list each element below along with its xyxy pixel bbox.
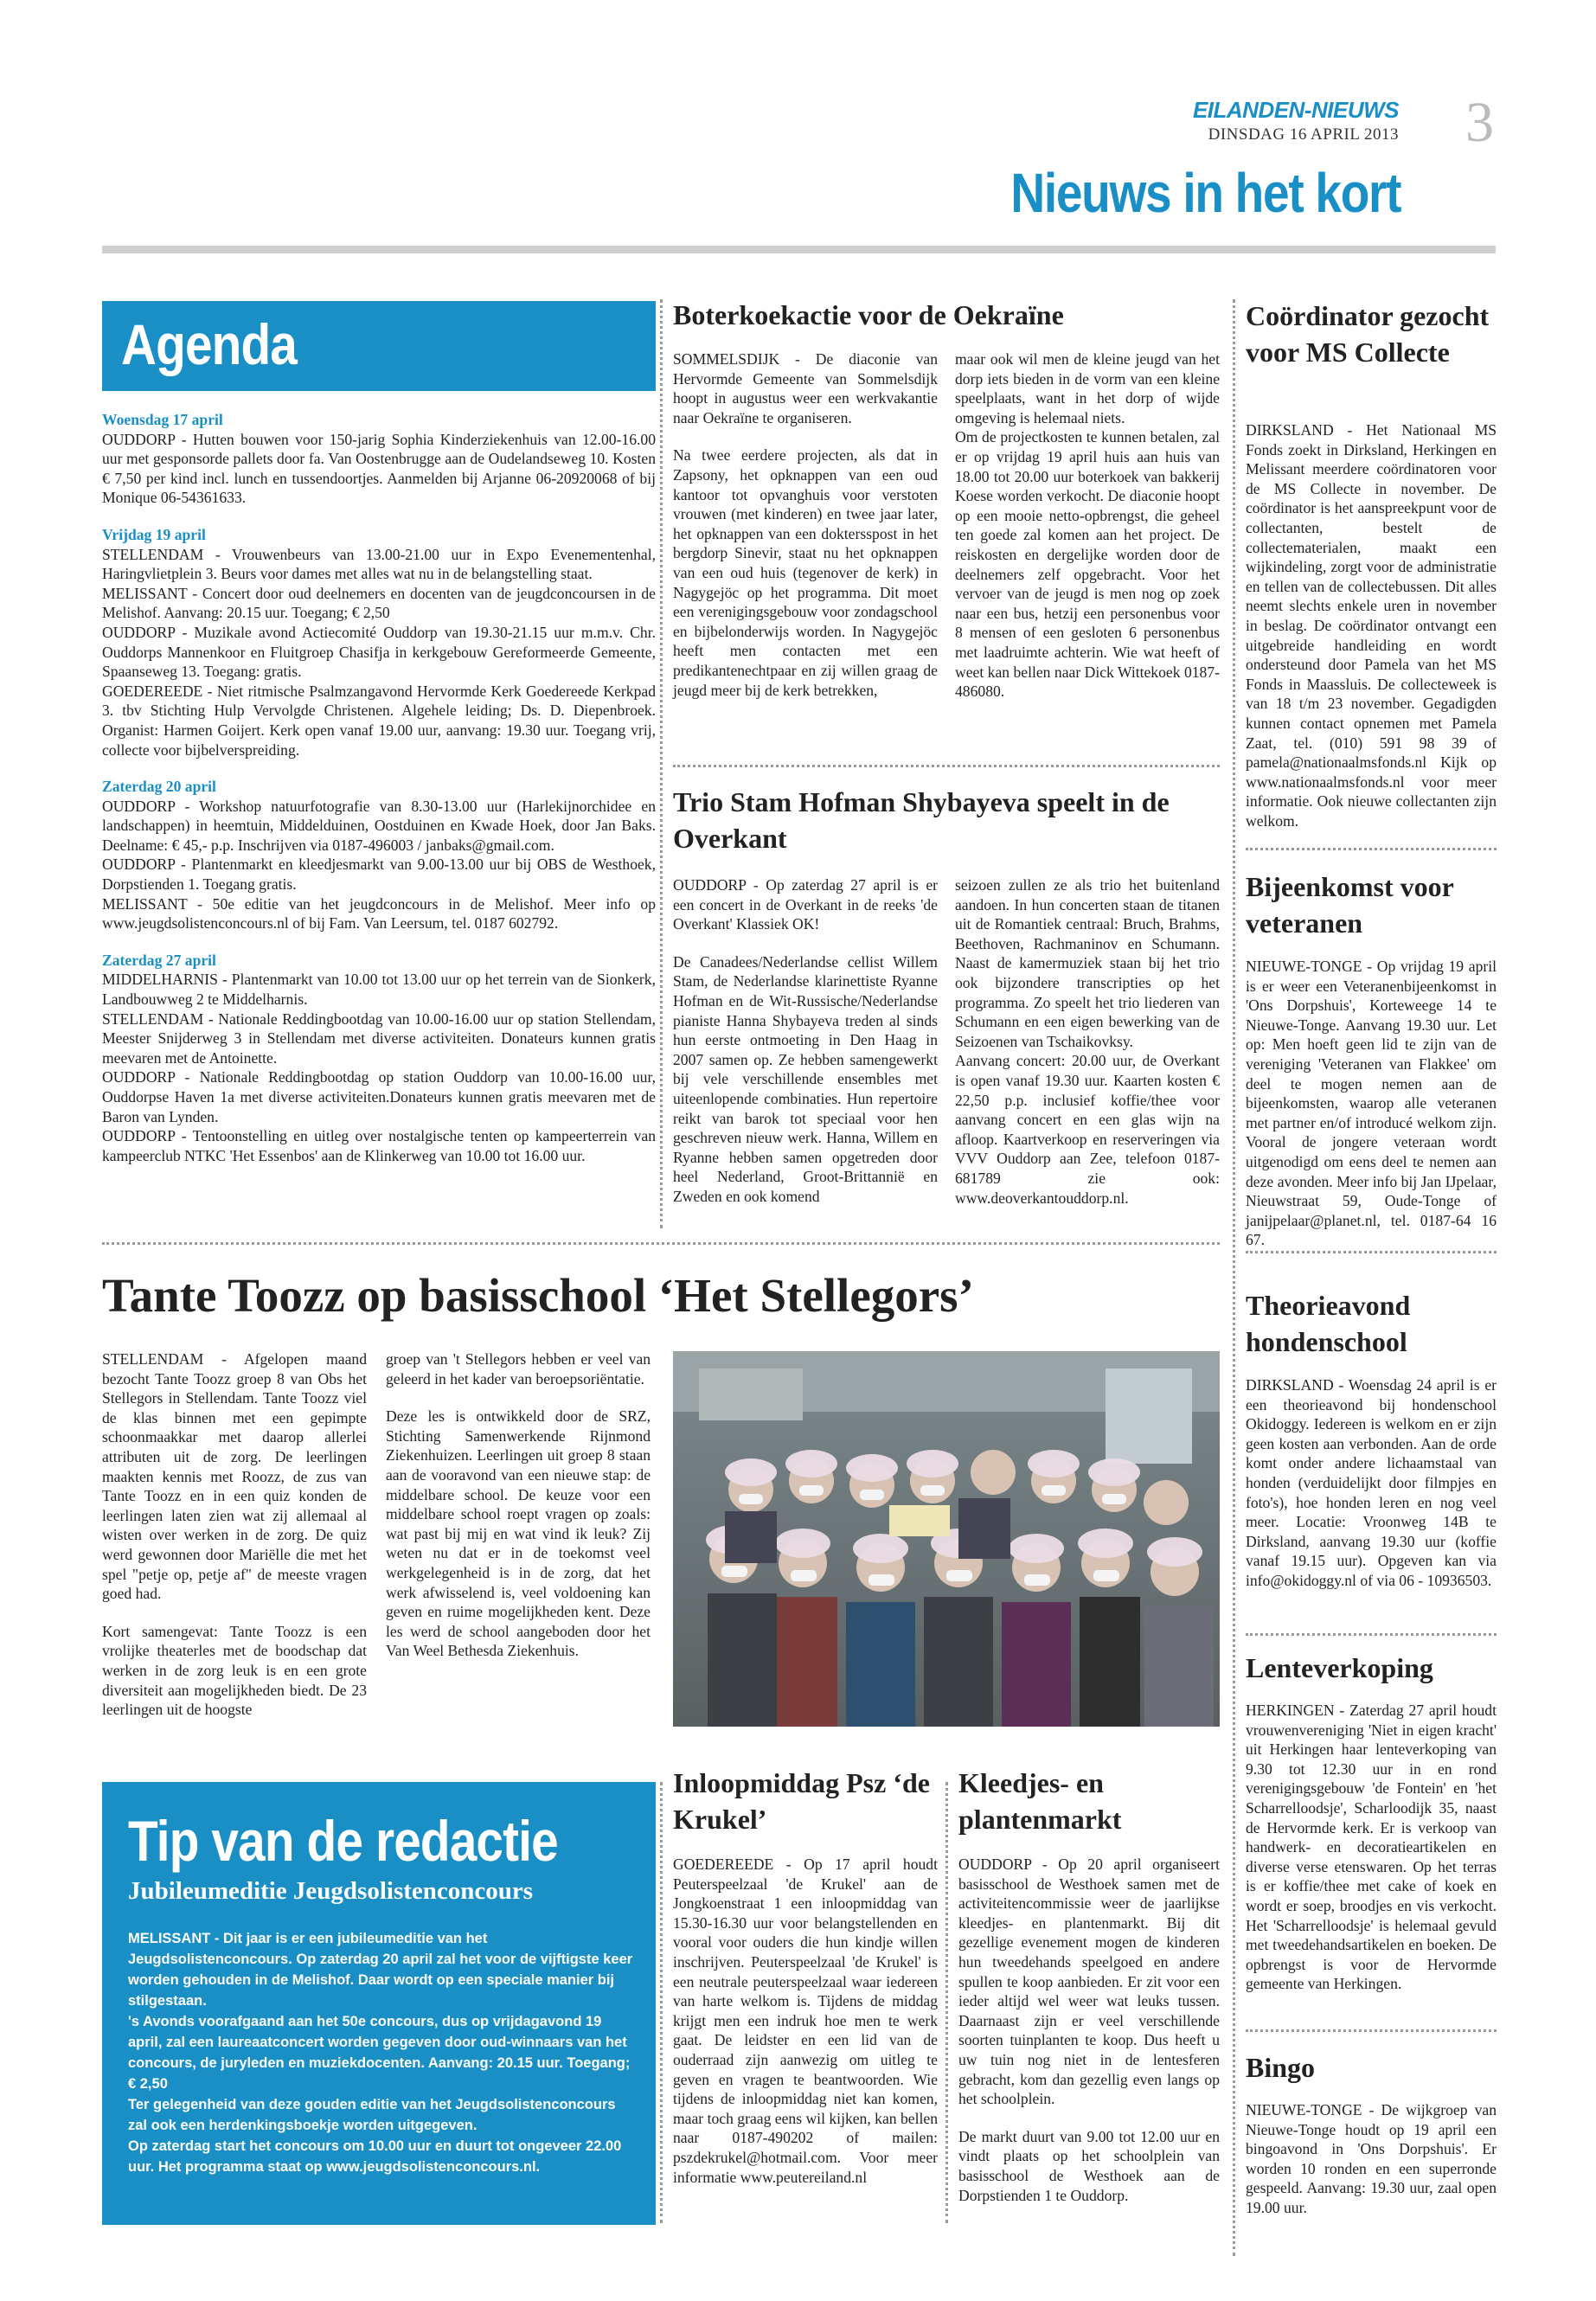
paragraph: Deze les is ontwikkeld door de SRZ, Stichting Samenwerkende Rijnmond Ziekenhuizen. Leerlingen uit groep 8 staan aan de vooravond van een nieuwe stap: de middelbare school. De keuze voor een middelbare school roept vragen op zoals: wat past bij mij en wat vind ik leuk? Zij weten nu dat er in de toekomst veel werkgelegenheid is in de zorg, dat het werk afwisselend is, veel voldoening kan geven en ruime mogelijkheden kent. Deze les werd de school aangeboden door het Van Weel Bethesda Ziekenhuis. [386,1407,651,1660]
article-theorie [1246,1375,1497,1609]
article-title-lente: Lenteverkoping [1246,1652,1433,1683]
column-divider [660,1782,663,2223]
article-inloop [673,1855,938,2205]
paragraph: OUDDORP - Op zaterdag 27 april is er een concert in de Overkant in de reeks 'de Overkant' Klassiek OK! [673,876,938,933]
article-lente [1246,1701,1497,2012]
tip-title: Tip van de redactie [128,1809,558,1873]
paragraph: DIRKSLAND - Het Nationaal MS Fonds zoekt in Dirksland, Herkingen en Melissant meerdere coördinatoren voor de MS Collecte in november. De coördinator is het aanspreekpunt voor de collectanten, bestelt de collectematerialen, maakt een wijkindeling, zorgt voor de administratie en tellen van de collectebussen. Dit alles neemt slechts enkele uren in november in beslag. De coördinator ontvangt een uitgebreide handleiding en wordt ondersteund door Pamela van het MS Fonds in Maassluis. De collecteweek is van 18 t/m 23 november. Gegadigden kunnen contact opnemen met Pamela Zaat, tel. (010) 591 98 39 of pamela@nationaalmsfonds.nl Kijk op www.nationaalmsfonds.nl voor meer informatie. Ook nieuwe collectanten zijn welkom. [1246,421,1497,830]
agenda-item: MIDDELHARNIS - Plantenmarkt van 10.00 tot 13.00 uur op het terrein van de Sionkerk, Landbouwweg 2 te Middelharnis. [102,971,656,1009]
paragraph: Om de projectkosten te kunnen betalen, zal er op vrijdag 19 april huis aan huis van 18.00 tot 20.00 uur boterkoek van bakkerij Koese worden verkocht. De diaconie hoopt op een mooie netto-opbrengst, die geheel ten goede zal komen aan het project. De reiskosten en dergelijke worden door de deelnemers zelf opgebracht. Voor het vervoer van de jeugd is men nog op zoek naar een bus, hetzij een personenbus voor 8 mensen of een gesloten 6 personenbus met laadruimte achterin. Wie wat heeft of weet kan bellen naar Dick Wittekoek 0187-486080. [955,428,1220,701]
article-title-tante-toozz: Tante Toozz op basisschool ‘Het Stellegors’ [102,1269,974,1322]
agenda-item: OUDDORP - Hutten bouwen voor 150-jarig Sophia Kinderziekenhuis van 12.00-16.00 uur met gesponsorde pallets door fa. Van Oostenbrugge aan de Oudelandseweg 10. Kosten € 7,50 per kind incl. lunch en tussendoortjes. Aanmelden bij Arjanne 06-20920068 of bij Monique 06-54361633. [102,430,656,507]
newspaper-logo: EILANDEN-NIEUWS [1192,97,1399,123]
paragraph: NIEUWE-TONGE - De wijkgroep van Nieuwe-Tonge houdt op 19 april een bingoavond in 'Ons Dorpshuis'. Er worden 10 ronden en een superronde gespeeld. Aanvang: 19.30 uur, zaal open 19.00 uur. [1246,2101,1497,2216]
page-number: 3 [1465,91,1494,154]
agenda-item: GOEDEREEDE - Niet ritmische Psalmzangavond Hervormde Kerk Goedereede Kerkpad 3. tbv Stichting Hulp Vervolgde Christenen. Algehele leiding; Ds. D. Diepenbroek. Organist: Harmen Goijert. Kerk open vanaf 19.00 uur, aanvang: 19.30 uur. Toegang vrij, collecte voor bijbelverspreiding. [102,682,656,759]
article-title-inloop: Inloopmiddag Psz ‘de Krukel’ [673,1767,930,1835]
class-photo [673,1351,1220,1727]
tip-body [128,1928,638,2177]
article-trio-col1 [673,875,938,1225]
issue-date: DINSDAG 16 APRIL 2013 [1208,125,1399,144]
article-divider [1246,2029,1497,2032]
article-boterkoek-col2 [955,349,1220,720]
paragraph: groep van 't Stellegors hebben er veel van geleerd in het kader van beroepsoriëntatie. [386,1350,651,1388]
paragraph: 's Avonds voorafgaand aan het 50e concours, dus op vrijdagavond 19 april, zal een laureaatconcert worden gegeven door oud-winnaars van het concours, de juryleden en muziekdocenten. Aanvang: 20.15 uur. Toegang; € 2,50 [128,2014,631,2092]
paragraph: STELLENDAM - Afgelopen maand bezocht Tante Toozz groep 8 van Obs het Stellegors in Stellendam. Tante Toozz viel de klas binnen met een gepimpte schoonmaakkar met daarop allerlei attributen uit de zorg. De leerlingen maakten kennis met Roozz, de zus van Tante Toozz en in een quiz konden de leerlingen laten zien wat zij allemaal al wisten over werken in de zorg. De quiz werd gewonnen door Mariëlle die met het spel "petje op, petje af" de meeste vragen goed had. [102,1350,367,1603]
article-title-kleedjes: Kleedjes- en plantenmarkt [958,1767,1122,1835]
article-title-boterkoek: Boterkoekactie voor de Oekraïne [673,299,1064,330]
article-divider [1246,848,1497,850]
article-title-theorie: Theorieavond hondenschool [1246,1290,1411,1357]
class-photo-image [673,1351,1220,1727]
agenda-day [102,525,656,760]
paragraph: Aanvang concert: 20.00 uur, de Overkant is open vanaf 19.30 uur. Kaarten kosten € 22,50 p.p. inclusief koffie/thee voor aanvang concert en een glas wijn na afloop. Kaartverkoop en reserveringen via VVV Ouddorp aan Zee, telefoon 0187-681789 zie ook: www.deoverkantouddorp.nl. [955,1052,1220,1207]
agenda-day-label: Woensdag 17 april [102,411,223,428]
paragraph: maar ook wil men de kleine jeugd van het dorp iets bieden in de vorm van een kleine speelplaats, want in het dorp of wijde omgeving is helemaal niets. [955,350,1220,426]
paragraph: NIEUWE-TONGE - Op vrijdag 19 april is er weer een Veteranenbijeenkomst in 'Ons Dorpshuis', Korteweege 14 te Nieuwe-Tonge. Aanvang 19.30 uur. Let op: Men hoeft geen lid te zijn van de vereniging 'Veteranen van Flakkee' om deel te mogen nemen aan de bijeenkomsten, waarop alle veteranen met partner en/of introducé welkom zijn. Vooral de jongere veteraan wordt uitgenodigd om eens deel te nemen aan deze avonden. Meer info bij Jan IJpelaar, Nieuwstraat 59, Oude-Tonge of janijpelaar@planet.nl, tel. 0187-64 16 67. [1246,958,1497,1249]
article-title-coordinator: Coördinator gezocht voor MS Collecte [1246,300,1490,368]
agenda-item: OUDDORP - Nationale Reddingbootdag op station Ouddorp van 10.00-16.00 uur, Ouddorpse Haven 1a met diverse activiteiten.Donateurs kunnen gratis meevaren met de Baron van Lynden. [102,1068,656,1125]
paragraph: OUDDORP - Op 20 april organiseert basisschool de Westhoek samen met de activiteitencommissie weer de jaarlijkse kleedjes- en plantenmarkt. Bij dit gezellige evenement mogen de kinderen hun tweedehands speelgoed en andere spullen te koop aanbieden. Er zit voor een ieder altijd wel weer wat leuks tussen. Daarnaast zijn er veel verschillende soorten tuinplanten te koop. Dus heeft u uw tuin nog niet in de lentesferen gebracht, kom dan gezellig even langs op het schoolplein. [958,1856,1220,2108]
paragraph: DIRKSLAND - Woensdag 24 april is er een theorieavond bij hondenschool Okidoggy. Iedereen is welkom en er zijn geen kosten aan verbonden. Aan de orde komt onder andere lichaamstaal van honden (verduidelijkt door filmpjes en foto's), hoe honden leren en nog veel meer. Locatie: Vroonweg 14B te Dirksland, aanvang 19.30 uur (koffie vanaf 19.15 uur). Opgeven kan via info@okidoggy.nl of via 06 - 10936503. [1246,1376,1497,1589]
agenda-item: OUDDORP - Tentoonstelling en uitleg over nostalgische tenten op kampeerterrein van kampeerclub NTKC 'Het Essenbos' aan de Klinkerweg van 10.00 tot 16.00 uur. [102,1127,656,1164]
agenda-item: MELISSANT - Concert door oud deelnemers en docenten van de jeugdconcoursen in de Melishof. Aanvang: 20.15 uur. Toegang; € 2,50 [102,584,656,622]
article-divider [673,765,1220,767]
paragraph: De markt duurt van 9.00 tot 12.00 uur en vindt plaats op het schoolplein van basisschool de Westhoek aan de Dorpstienden 1 te Ouddorp. [958,2127,1220,2204]
agenda-day [102,951,656,1166]
agenda-title: Agenda [121,312,297,376]
paragraph: GOEDEREEDE - Op 17 april houdt Peuterspeelzaal 'de Krukel' aan de Jongkoenstraat 1 een inloopmiddag van 15.30-16.30 uur voor belangstellenden en vooral voor ouders die hun kindje willen inschrijven. Peuterspeelzaal 'de Krukel' is een neutrale peuterspeelzaal waar iedereen van harte welkom is. Tijdens de middag krijgt men een indruk hoe men te werk gaat. De leidster en een lid van de ouderraad zijn aanwezig om uitleg te geven en vragen te beantwoorden. Wie tijdens de inloopmiddag niet kan komen, maar toch graag eens wil kijken, kan bellen naar 0187-490202 of mailen: pszdekrukel@hotmail.com. Voor meer informatie www.peutereiland.nl [673,1856,938,2186]
agenda-item: MELISSANT - 50e editie van het jeugdconcours in de Melishof. Meer info op www.jeugdsolistenconcours.nl of bij Fam. Van Leersum, tel. 0187 602792. [102,894,656,933]
paragraph: HERKINGEN - Zaterdag 27 april houdt vrouwenvereniging 'Niet in eigen kracht' uit Herkingen haar lenteverkoping van 9.30 tot 12.30 uur in en rond verenigingsgebouw 'de Fontein' en 'het Scharrelloodsje', Scharloodijk 35, naast de Hervormde kerk. Er is verkoop van handwerk- en decoratieartikelen en diverse verse etenswaren. Op het terras is er koffie/thee met cake of koek en wordt er soep, broodjes en vis verkocht. Het 'Scharrelloodsje' is helemaal gevuld met tweedehandsartikelen en boeken. De opbrengst is voor de Hervormde gemeente van Herkingen. [1246,1702,1497,1993]
agenda-day-label: Zaterdag 27 april [102,951,216,969]
paragraph: SOMMELSDIJK - De diaconie van Hervormde Gemeente van Sommelsdijk hoopt in augustus weer een werkvakantie naar Oekraïne te organiseren. [673,350,938,426]
article-kleedjes [958,1855,1220,2223]
article-title-trio: Trio Stam Hofman Shybayeva speelt in de Overkant [673,786,1170,854]
article-title-bingo: Bingo [1246,2052,1316,2083]
agenda-day-label: Zaterdag 20 april [102,778,216,796]
agenda-item: OUDDORP - Workshop natuurfotografie van 8.30-13.00 uur (Harlekijnorchidee en landschappen) in heemtuin, Middelduinen, Oostduinen en Kwade Hoek, door Jan Baks. Deelname: € 45,- p.p. Inschrijven via 0187-496003 / janbaks@gmail.com. [102,797,656,854]
article-tante-col2 [386,1349,651,1679]
column-divider [945,1782,948,2223]
article-divider [102,1242,1220,1245]
top-rule [102,246,1496,253]
masthead [1193,97,1399,144]
agenda-item: STELLENDAM - Vrouwenbeurs van 13.00-21.00 uur in Expo Evenementenhal, Haringvlietplein 3. Beurs voor dames met alles wat nu in de belangstelling staat. [102,545,656,583]
agenda-item: OUDDORP - Plantenmarkt en kleedjesmarkt van 9.00-13.00 uur bij OBS de Westhoek, Dorpstienden 1. Toegang gratis. [102,856,656,894]
tip-box [102,1782,656,2225]
article-divider [1246,1251,1497,1253]
paragraph: seizoen zullen ze als trio het buitenland aandoen. In hun concerten staan de titanen uit de Romantiek centraal: Bruch, Brahms, Beethoven, Rachmaninov en Schumann. Naast de kamermuziek staan bij het trio ook bijzondere transcripties op het programma. Zo speelt het trio liederen van Schumann en een eigen bewerking van de Seizoenen van Tschaikovksy. [955,876,1220,1050]
paragraph: Op zaterdag start het concours om 10.00 uur en duurt tot ongeveer 22.00 uur. Het programma staat op www.jeugdsolistenconcours.nl. [128,2138,622,2175]
agenda-day-label: Vrijdag 19 april [102,525,206,543]
article-divider [1246,1633,1497,1636]
article-trio-col2 [955,875,1220,1226]
paragraph: MELISSANT - Dit jaar is er een jubileumeditie van het Jeugdsolistenconcours. Op zaterdag 20 april zal het voor de vijftigste keer worden gehouden in de Melishof. Daar wordt op een speciale manier bij stilgestaan. [128,1931,633,2009]
paragraph: Ter gelegenheid van deze gouden editie van het Jeugdsolistenconcours zal ook een herdenkingsboekje worden uitgegeven. [128,2097,616,2133]
article-title-veteranen: Bijeenkomst voor veteranen [1246,871,1454,939]
article-bingo [1246,2100,1497,2236]
agenda-day [102,777,656,933]
article-tante-col1 [102,1349,367,1738]
tip-subtitle: Jubileumeditie Jeugdsolistenconcours [128,1877,534,1905]
article-coordinator [1246,420,1497,849]
paragraph: De Canadees/Nederlandse cellist Willem Stam, de Nederlandse klarinettiste Ryanne Hofman en de Wit-Russische/Nederlandse pianiste Hanna Shybayeva treden al sinds hun eerste ontmoeting in Den Haag in 2007 samen op. Ze hebben samengewerkt bij vele verschillende ensembles met uiteenlopende combinaties. Hun repertoire reikt van barok tot speciaal voor hen geschreven nieuw werk. Hanna, Willem en Ryanne hebben samen opgetreden door heel Nederland, Groot-Brittannië en Zweden en ook komend [673,952,938,1205]
agenda-item: OUDDORP - Muzikale avond Actiecomité Ouddorp van 19.30-21.15 uur m.m.v. Chr. Ouddorps Mannenkoor en Fluitgroep Chasifja in kerkgebouw Gereformeerde Gemeente, Spaanseweg 13. Toegang: gratis. [102,623,656,681]
agenda-day [102,410,656,508]
article-boterkoek-col1 [673,349,938,718]
agenda-header [102,301,656,391]
paragraph: Kort samengevat: Tante Toozz is een vrolijke theaterles met de boodschap dat werken in de zorg leuk is en een grote diversiteit aan mogelijkheden biedt. De 23 leerlingen uit de hoogste [102,1622,367,1719]
column-divider [1233,299,1235,2256]
section-title: Nieuws in het kort [1010,162,1401,224]
article-veteranen [1246,957,1497,1268]
agenda-item: STELLENDAM - Nationale Reddingbootdag van 10.00-16.00 uur op station Stellendam, Meester Snijderweg 3 in Stellendam met diverse activiteiten. Donateurs kunnen gratis meevaren met de Antoinette. [102,1009,656,1067]
column-divider [660,299,663,1228]
agenda-list [102,410,656,1183]
paragraph: Na twee eerdere projecten, als dat in Zapsony, het opknappen van een oud kantoor tot opvanghuis voor verstoten vrouwen (met kinderen) en twee jaar later, het opknappen van een doktersspost in het bergdorp Sinevir, staat nu het opknappen van een oud huis (tegenover de kerk) in Nagygejöc op het programma. Dit moet een verenigingsgebouw voor zondagschool en bijbelonderwijs worden. In Nagygejöc heeft men contacten met een predikantenechtpaar en zij willen graag de jeugd meer bij de kerk betrekken, [673,446,938,699]
